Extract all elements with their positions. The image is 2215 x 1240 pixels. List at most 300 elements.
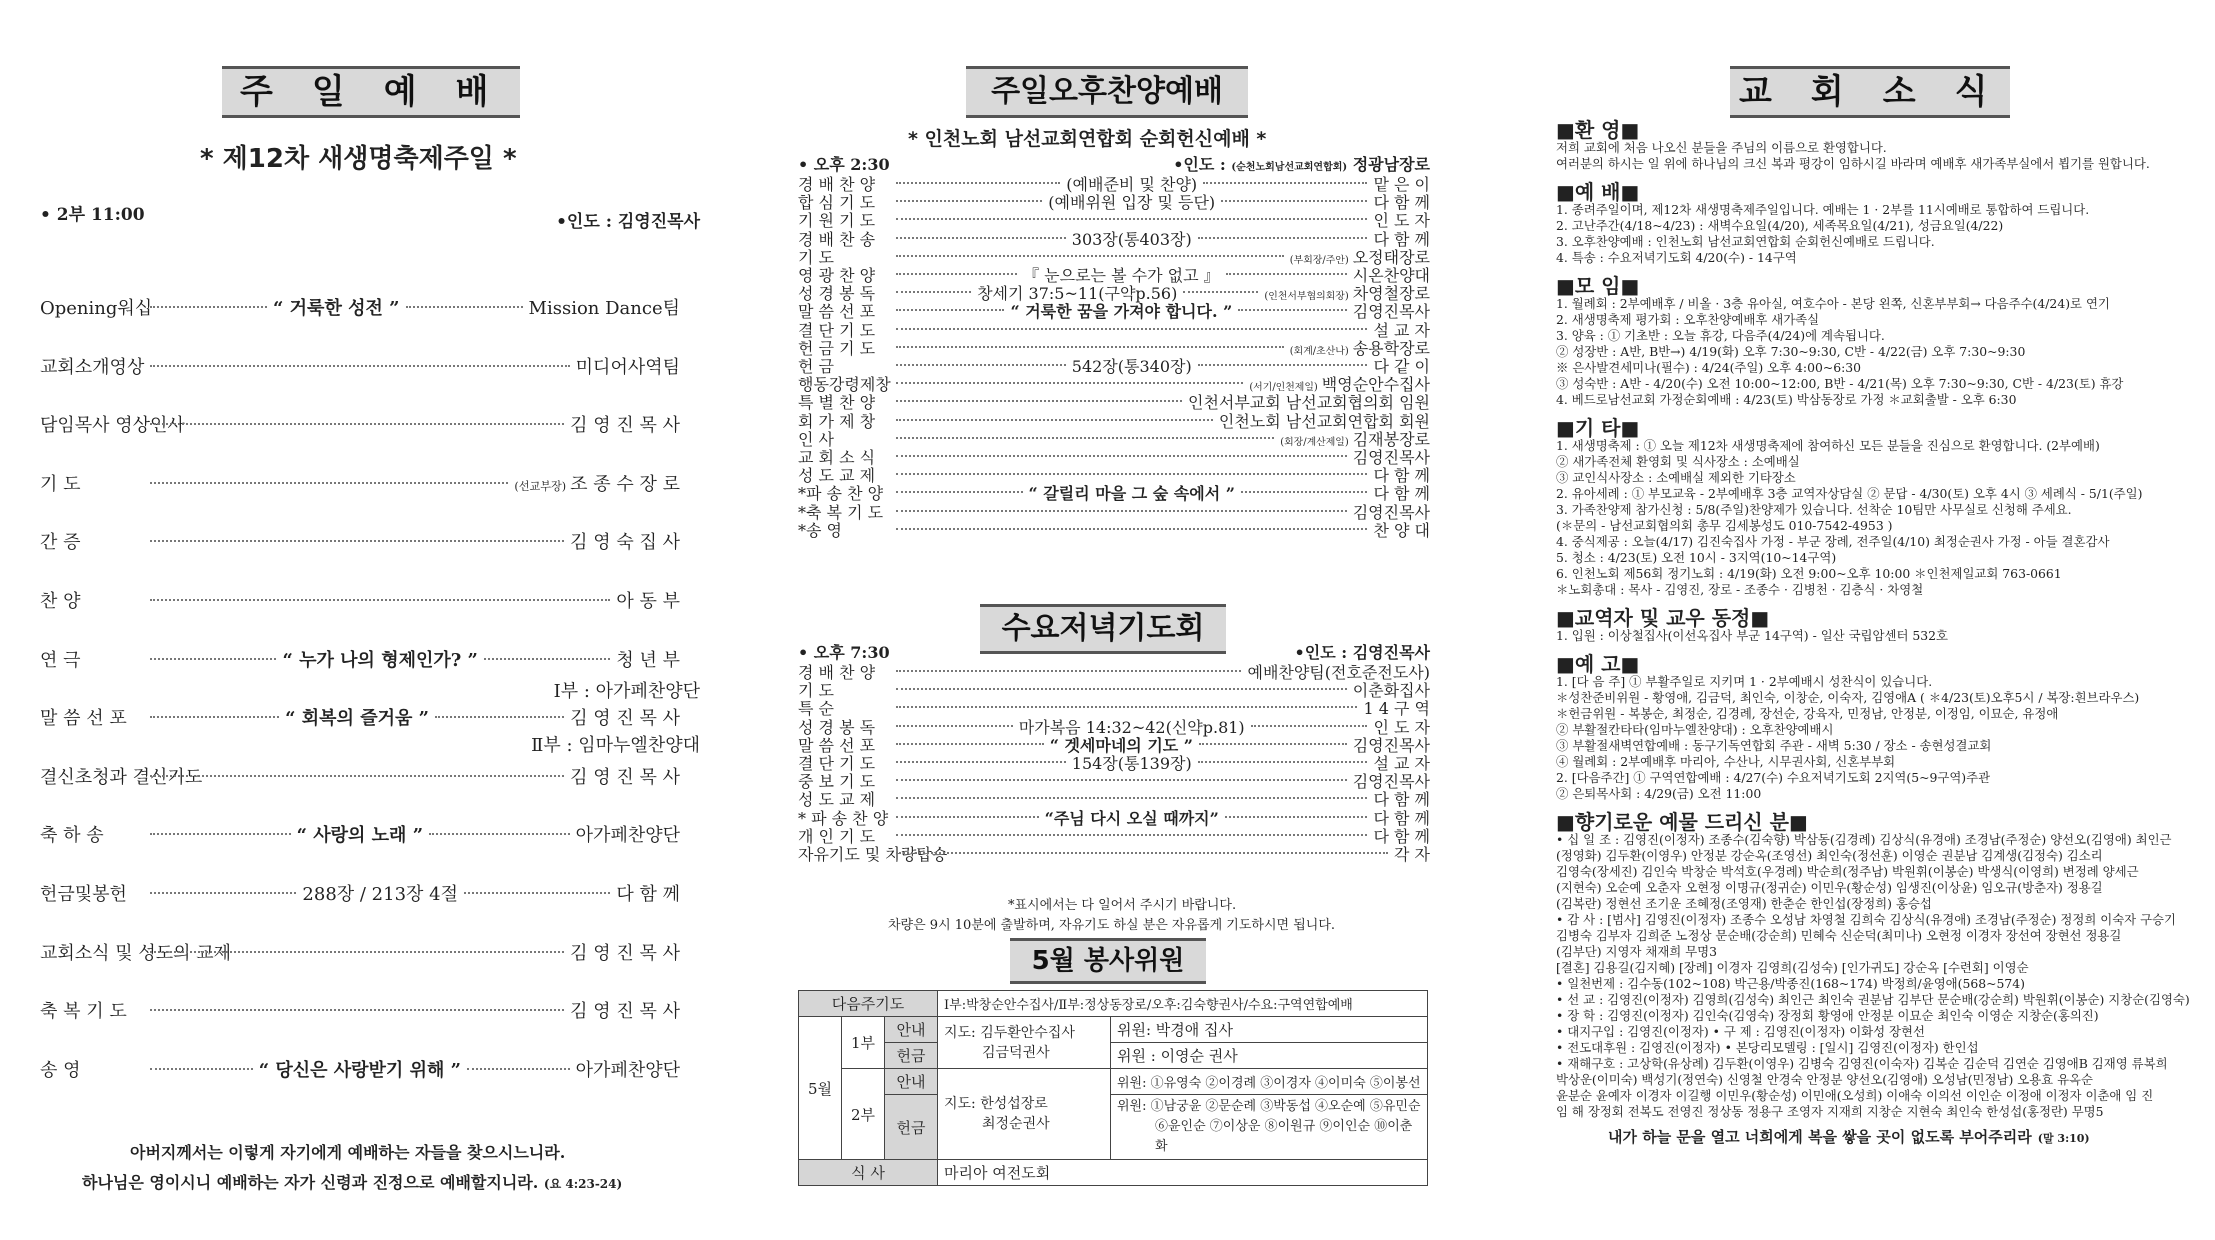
part2-offering-line1: 위원: ①남궁윤 ②문순례 ③박동섭 ④오순예 ⑤유민순 — [1117, 1099, 1421, 1114]
leader-dots — [150, 306, 267, 308]
news-line: (정영화) 김두환(이영우) 안정분 강순옥(조영선) 최인숙(정선훈) 이영순 권분남 김계생(김정숙) 김소리 — [1556, 848, 2103, 863]
program-person: 다 함 께 — [1373, 808, 1430, 828]
bible-verse-line1: 아버지께서는 이렇게 자기에게 예배하는 자들을 찾으시느니라. — [130, 1143, 566, 1162]
leader-dots — [896, 473, 1367, 475]
program-label: 기 원 기 도 — [798, 211, 876, 231]
part2-leader — [938, 1069, 1111, 1160]
month-cell: 5월 — [799, 1017, 842, 1160]
program-detail: 마가복음 14:32~42(신약p.81) — [1018, 717, 1245, 737]
program-person: 송용학장로 — [1352, 338, 1430, 358]
news-line: 2. 새생명축제 평가회 : 오후찬양예배후 새가족실 — [1556, 312, 1820, 327]
program-person: 다 함 께 — [1373, 229, 1431, 249]
news-line: ③ 부활절새벽연합예배 : 동구기독연합회 주관 - 새벽 5:30 / 장소 - 송현성결교회 — [1556, 738, 1992, 753]
news-line: (김부단) 지영자 채재희 무명3 — [1556, 944, 1718, 959]
program-label: 기 도 — [798, 681, 834, 701]
column-sunday-service — [40, 0, 700, 1240]
program-person: 인 도 자 — [1373, 211, 1430, 231]
may-volunteers-title: 5월 봉사위원 — [1010, 938, 1206, 984]
news-line: 3. 오후찬양예배 : 인천노회 남선교회연합회 순회헌신예배로 드립니다. — [1556, 234, 1935, 249]
section-heading: ■교역자 및 교우 동정■ — [1556, 606, 1770, 630]
program-below-note: Ⅱ부 : 임마누엘찬양대 — [531, 735, 700, 757]
leader-dots — [896, 706, 1357, 708]
program-label: * 파 송 찬 양 — [798, 808, 889, 828]
news-line: 임 해 장정회 전복도 전영진 정상동 정용구 조영자 지재희 지창순 지현숙 최인숙 한성섭(홍정란) 무명5 — [1556, 1104, 2104, 1119]
program-person: 미디어사역팀 — [575, 356, 680, 378]
program-label: *파 송 찬 양 — [798, 484, 884, 504]
leader-dots — [896, 779, 1347, 781]
meal-label: 식 사 — [799, 1160, 938, 1186]
news-line: 저희 교회에 처음 나오신 분들을 주님의 이름으로 환영합니다. — [1556, 140, 1887, 155]
leader-dots — [406, 306, 523, 308]
program-label: 말 씀 선 포 — [798, 735, 876, 755]
program-row — [40, 528, 680, 554]
program-label: 영 광 찬 양 — [798, 266, 876, 285]
program-label: 성 도 교 제 — [798, 790, 876, 810]
program-row — [40, 880, 680, 906]
part1-guide-members: 위원: 박경애 집사 — [1111, 1017, 1428, 1043]
leader-dots — [896, 400, 1182, 402]
news-line: • 감 사 : [범사] 김영진(이정자) 조종수 오성남 차영철 김희숙 김상식(유경애) 조경남(주정순) 정정희 이숙자 구승기 — [1556, 912, 2176, 927]
program-person: 시온찬양대 — [1352, 266, 1431, 285]
news-line: • 장 학 : 김영진(이정자) 김인숙(김영숙) 장정회 황영애 안정분 이묘순 최인숙 이영순 지창순(홍의진) — [1556, 1008, 2099, 1023]
program-row — [40, 470, 680, 496]
news-line: [결혼] 김용길(김지혜) [장례] 이경자 김영희(김성숙) [인가귀도] 강순옥 [수련회] 이영순 — [1556, 960, 2029, 975]
program-label: 특 별 찬 양 — [798, 393, 876, 413]
news-line: 윤분순 윤예자 이경자 이길행 이민우(황순성) 이민애(오성희) 이애숙 이의선 이인순 이정애 이정자 이춘애 임 진 — [1556, 1088, 2154, 1103]
news-line: 1. 월례회 : 2부예배후 / 비올 · 3층 유아실, 여호수아 - 본당 왼쪽, 신혼부부회→ 다음주수(4/24)로 연기 — [1556, 296, 2110, 311]
leader-dots — [896, 237, 1066, 239]
leader-dots — [1183, 291, 1258, 293]
program-person: 청 년 부 — [616, 649, 681, 671]
news-line: ② 새가족전체 환영회 및 식사장소 : 소예배실 — [1556, 454, 1800, 469]
program-detail: “ 당신은 사랑받기 위해 ” — [258, 1059, 461, 1081]
news-line: • 전도대후원 : 김영진(이정자) • 본당리모델링 : [일시] 김영진(이정자) 한인섭 — [1556, 1040, 1979, 1055]
program-person: 조 종 수 장 로 — [570, 473, 680, 495]
program-row — [40, 353, 680, 379]
program-row — [40, 587, 680, 613]
section-heading: ■예 배■ — [1556, 180, 1640, 204]
program-label: 특 순 — [798, 699, 834, 719]
program-person: 다 함 께 — [616, 884, 681, 905]
part2-guide-label: 안내 — [885, 1069, 938, 1095]
news-line: (김복란) 정현선 조기운 조혜정(조영재) 한춘순 한인섭(장정희) 홍승섭 — [1556, 896, 1932, 911]
program-detail: “ 겟세마네의 기도 ” — [1049, 735, 1194, 755]
program-label: 합 심 기 도 — [798, 193, 876, 213]
program-label: 경 배 찬 양 — [798, 175, 876, 194]
program-detail: 288장 / 213장 4절 — [302, 884, 458, 905]
program-person: 맡 은 이 — [1373, 175, 1430, 194]
program-detail: “주님 다시 오실 때까지” — [1044, 808, 1219, 828]
meal-value: 마리아 여전도회 — [938, 1160, 1428, 1186]
bottom-verse-reference: (말 3:10) — [2037, 1132, 2090, 1145]
program-row — [40, 294, 680, 320]
leader-dots — [896, 834, 1367, 836]
leader-dots — [150, 365, 570, 367]
leader-dots — [1198, 237, 1368, 239]
leader-dots — [896, 455, 1347, 457]
program-label: 인 사 — [798, 429, 834, 449]
news-line: • 선 교 : 김영진(이정자) 김영희(김성숙) 최인근 최인숙 권분남 김부단 문순배(강순희) 박원휘(이봉순) 지창순(김영숙) — [1556, 992, 2190, 1007]
afternoon-service-subtitle: * 인천노회 남선교회연합회 순회헌신예배 * — [908, 128, 1267, 150]
program-person: 인천노회 남선교회연합회 회원 — [1218, 411, 1430, 431]
leader-dots — [1238, 309, 1346, 311]
leader-dots — [150, 423, 564, 425]
leader-dots — [484, 658, 610, 660]
program-label: 교 회 소 식 — [798, 448, 876, 467]
program-label: 말 씀 선 포 — [40, 708, 127, 730]
program-label: 찬 양 — [40, 591, 81, 612]
wednesday-prayer-title: 수요저녁기도회 — [980, 604, 1226, 654]
service-leader: •인도 : 김영진목사 — [556, 212, 700, 232]
leader-dots — [896, 382, 1243, 384]
column-church-news — [1556, 0, 2196, 1240]
program-label: 결신초청과 결신기도 — [40, 766, 203, 788]
leader-dots — [467, 1068, 570, 1070]
part1-leader-2: 김금덕권사 — [982, 1044, 1050, 1061]
program-label: 경 배 찬 양 — [798, 663, 876, 682]
program-row — [798, 518, 1430, 541]
news-line: 김병숙 김부자 김희준 노정상 문순배(강순희) 민혜숙 신순덕(최미나) 오현정 이경자 장선여 장현선 정용길 — [1556, 928, 2122, 943]
leader-dots — [150, 658, 276, 660]
bottom-verse — [1608, 1126, 2090, 1147]
leader-dots — [1226, 273, 1347, 275]
program-label: 결 단 기 도 — [798, 754, 876, 773]
part1-cell: 1부 — [842, 1017, 885, 1069]
program-label: 담임목사 영상인사 — [40, 415, 185, 437]
section-heading: ■예 고■ — [1556, 652, 1640, 676]
program-person: 다 함 께 — [1373, 790, 1430, 810]
program-person: 이춘화집사 — [1352, 681, 1430, 701]
program-label: 행동강령제창 — [798, 375, 891, 395]
program-person: 김 영 진 목 사 — [570, 942, 680, 964]
program-person: Mission Dance팀 — [528, 298, 680, 319]
leader-dots — [1251, 725, 1368, 727]
program-note: (부회장/주안) — [1289, 254, 1349, 266]
bottom-verse-text: 내가 하늘 문을 열고 너희에게 복을 쌓을 곳이 없도록 부어주리라 — [1608, 1128, 2032, 1146]
program-person: 아가페찬양단 — [575, 825, 680, 847]
leader-dots — [896, 816, 1039, 818]
program-label: 교회소개영상 — [40, 356, 145, 378]
leader-dots — [1221, 200, 1367, 202]
program-detail: “ 누가 나의 형제인가? ” — [282, 649, 478, 671]
afternoon-leader-label: •인도 : — [1173, 155, 1226, 174]
leader-dots — [464, 892, 610, 894]
column-afternoon-service — [798, 0, 1430, 1240]
leader-dots — [1198, 761, 1368, 763]
program-label: 회 가 제 창 — [798, 411, 876, 431]
part2-guide-members: 위원: ①유영숙 ②이경례 ③이경자 ④이미숙 ⑤이봉선 — [1111, 1069, 1428, 1095]
program-note: (서기/인천제일) — [1249, 382, 1318, 394]
news-line: 1. 종려주일이며, 제12차 새생명축제주일입니다. 예배는 1 · 2부를 11시예배로 통합하여 드립니다. — [1556, 202, 2090, 217]
news-line: • 일천번제 : 김수동(102~108) 박근용/박종진(168~174) 박정희/윤영애(568~574) — [1556, 976, 2025, 991]
leader-dots — [896, 797, 1367, 799]
part2-leader-1: 지도: 한성섭장로 — [944, 1096, 1048, 1112]
program-person: 1 4 구 역 — [1363, 699, 1430, 719]
news-line: ＊헌금위원 - 복봉순, 최정순, 김경례, 장선순, 강육자, 민정남, 안정분, 이정임, 이묘순, 유정애 — [1556, 706, 2059, 721]
program-person: 김영진목사 — [1352, 448, 1430, 467]
program-detail: (예배준비 및 찬양) — [1066, 175, 1198, 194]
leader-dots — [429, 833, 570, 835]
section-heading: ■환 영■ — [1556, 118, 1640, 142]
news-line: ＊성찬준비위원 - 황영애, 김금덕, 최인숙, 이창순, 이숙자, 김영애A ( ＊4/23(토)오후5시 / 복장:흰브라우스) — [1556, 690, 2140, 705]
program-label: 결 단 기 도 — [798, 320, 876, 340]
section-heading: ■기 타■ — [1556, 416, 1640, 440]
leader-dots — [150, 599, 610, 601]
section-heading: ■모 임■ — [1556, 274, 1640, 298]
leader-dots — [150, 540, 564, 542]
program-row — [40, 997, 680, 1023]
program-person: 찬 양 대 — [1373, 520, 1430, 540]
news-line: • 재해구호 : 고상학(유상례) 김두환(이영우) 김병숙 김영진(이숙자) 김복순 김순덕 김연순 김영애B 김재영 류복희 — [1556, 1056, 2168, 1071]
program-row — [40, 1056, 680, 1082]
program-row — [40, 646, 680, 672]
program-person: 김영진목사 — [1352, 302, 1431, 322]
next-week-value: Ⅰ부:박창순안수집사/Ⅱ부:정상동장로/오후:김숙향권사/수요:구역연합예배 — [938, 991, 1428, 1017]
program-detail: (예배위원 입장 및 등단) — [1048, 193, 1216, 213]
program-person: 김 영 진 목 사 — [570, 708, 681, 730]
program-row — [40, 763, 680, 789]
program-detail: 『 눈으로는 볼 수가 없고 』 — [1023, 266, 1220, 285]
program-person: 김영진목사 — [1352, 502, 1430, 522]
program-person: 김 영 진 목 사 — [570, 766, 680, 788]
church-news-title: 교 회 소 식 — [1730, 66, 2010, 118]
leader-dots — [1241, 491, 1368, 493]
program-row — [798, 842, 1430, 865]
leader-dots — [896, 364, 1066, 366]
news-line: 3. 가족찬양제 참가신청 : 5/8(주일)찬양제가 있습니다. 선착순 10팀만 사무실로 신청해 주세요. — [1556, 502, 2072, 517]
program-note: (회장/계산제일) — [1280, 436, 1349, 448]
leader-dots — [150, 716, 279, 718]
program-label: 교회소식 및 성도의 교제 — [40, 942, 232, 964]
program-person: 김영진목사 — [1352, 735, 1430, 755]
news-line: 2. 유아세례 : ① 부모교육 - 2부예배후 3층 교역자상담실 ② 문답 - 4/30(토) 오후 4시 ③ 세례식 - 5/1(주일) — [1556, 486, 2143, 501]
news-line: 5. 청소 : 4/23(토) 오전 10시 - 3지역(10~14구역) — [1556, 550, 1837, 565]
leader-dots — [150, 1068, 253, 1070]
leader-dots — [896, 437, 1274, 439]
leader-dots — [150, 775, 564, 777]
leader-dots — [896, 218, 1367, 220]
program-person: 다 함 께 — [1373, 826, 1430, 846]
program-label: 축 복 기 도 — [40, 1001, 127, 1023]
program-label: 개 인 기 도 — [798, 826, 876, 846]
bible-verse-line2: 하나님은 영이시니 예배하는 자가 신령과 진정으로 예배할지니라. — [82, 1173, 539, 1192]
program-label: *송 영 — [798, 520, 842, 540]
news-line: ③ 성숙반 : A반 - 4/20(수) 오전 10:00~12:00, B반 - 4/21(목) 오후 7:30~9:30, C반 - 4/23(토) 휴강 — [1556, 376, 2124, 391]
news-line: ④ 월례회 : 2부예배후 마리아, 수산나, 시무권사회, 신혼부부회 — [1556, 754, 1896, 769]
program-person: 아가페찬양단 — [575, 1059, 680, 1081]
news-line: ② 부활절칸타타(임마누엘찬양대) : 오후찬양예배시 — [1556, 722, 1834, 737]
program-label: 기 도 — [798, 247, 834, 267]
leader-dots — [896, 491, 1023, 493]
next-week-label: 다음주기도 — [799, 991, 938, 1017]
program-person: 다 함 께 — [1373, 466, 1430, 486]
news-line: 4. 베드로남선교회 가정순회예배 : 4/23(토) 박삼동장로 가정 ＊교회출발 - 오후 6:30 — [1556, 392, 2017, 407]
section-heading: ■향기로운 예물 드리신 분■ — [1556, 810, 1808, 834]
program-label: 기 도 — [40, 473, 81, 495]
program-label: 성 경 봉 독 — [798, 717, 876, 737]
program-person: 설 교 자 — [1373, 320, 1430, 340]
program-person: 다 같 이 — [1373, 357, 1431, 376]
part2-leader-2: 최정순권사 — [982, 1116, 1050, 1132]
leader-dots — [896, 761, 1066, 763]
part1-guide-label: 안내 — [885, 1017, 938, 1043]
leader-dots — [896, 725, 1013, 727]
leader-dots — [896, 309, 1004, 311]
program-label: 말 씀 선 포 — [798, 302, 876, 322]
news-line: 2. [다음주간] ① 구역연합예배 : 4/27(수) 수요저녁기도회 2지역(5~9구역)주관 — [1556, 770, 1991, 785]
part1-leader — [938, 1017, 1111, 1069]
program-row — [40, 704, 680, 730]
program-detail: “ 거룩한 꿈을 가져야 합니다. ” — [1010, 302, 1233, 322]
leader-dots — [896, 852, 1388, 854]
leader-dots — [150, 951, 564, 953]
program-person: 김영진목사 — [1352, 772, 1430, 792]
leader-dots — [150, 482, 508, 484]
part1-offering-members: 위원 : 이영순 권사 — [1111, 1043, 1428, 1069]
leader-dots — [435, 716, 564, 718]
program-label: *축 복 기 도 — [798, 502, 884, 522]
news-line: 김영숙(장세진) 김인숙 박창순 박석호(우경례) 박순희(정주남) 박원휘(이봉순) 박생식(이영희) 변정례 양세근 — [1556, 864, 2139, 879]
leader-dots — [896, 328, 1367, 330]
program-person: 설 교 자 — [1373, 754, 1431, 773]
program-label: 경 배 찬 송 — [798, 229, 876, 249]
part1-offering-label: 헌금 — [885, 1043, 938, 1069]
leader-dots — [896, 182, 1060, 184]
bible-verse-line2-wrap — [82, 1170, 622, 1193]
program-person: 김재봉장로 — [1352, 429, 1430, 449]
news-line: 4. 특송 : 수요저녁기도회 4/20(수) - 14구역 — [1556, 250, 1797, 265]
afternoon-service-title: 주일오후찬양예배 — [966, 66, 1248, 118]
leader-dots — [896, 346, 1284, 348]
leader-dots — [1198, 364, 1368, 366]
news-line: • 대지구입 : 김영진(이정자) • 구 제 : 김영진(이정자) 이화성 장현선 — [1556, 1024, 1925, 1039]
leader-dots — [896, 528, 1367, 530]
afternoon-leader-name: 정광남장로 — [1352, 155, 1430, 174]
news-line: 1. [다 음 주] ① 부활주일로 지키며 1 · 2부예배시 성찬식이 있습니다. — [1556, 674, 1933, 689]
program-row — [40, 821, 680, 847]
afternoon-time: • 오후 2:30 — [798, 155, 890, 174]
news-line: ※ 은사발견세미나(필수) : 4/24(주일) 오후 4:00~6:30 — [1556, 360, 1862, 375]
sunday-service-title: 주 일 예 배 — [222, 66, 520, 118]
part1-leader-1: 지도: 김두환안수집사 — [944, 1024, 1075, 1041]
program-person: 백영순안수집사 — [1321, 375, 1430, 395]
program-person: 김 영 숙 집 사 — [570, 532, 680, 554]
program-label: 축 하 송 — [40, 825, 104, 847]
news-line: 2. 고난주간(4/18~4/23) : 새벽수요일(4/20), 세족목요일(4/21), 성금요일(4/22) — [1556, 218, 2004, 233]
program-label: 성 도 교 제 — [798, 466, 876, 486]
leader-dots — [896, 291, 971, 293]
program-person: 오정태장로 — [1352, 247, 1430, 267]
news-line: ＊노회총대 : 목사 - 김영진, 장로 - 조종수 · 김병천 · 김층식 · 차영철 — [1556, 582, 1924, 597]
program-label: 연 극 — [40, 649, 81, 671]
part2-offering-members — [1111, 1095, 1428, 1160]
news-line: 3. 양육 : ① 기초반 : 오늘 휴강, 다음주(4/24)에 계속됩니다. — [1556, 328, 1885, 343]
program-detail: “ 갈릴리 마을 그 숲 속에서 ” — [1028, 484, 1235, 504]
leader-dots — [896, 273, 1017, 275]
news-line: 6. 인천노회 제56회 정기노회 : 4/19(화) 오전 9:00~오후 10:00 ＊인천제일교회 763-0661 — [1556, 566, 2062, 581]
program-note: (인천서부협의회장) — [1264, 291, 1349, 303]
wednesday-leader: •인도 : 김영진목사 — [1294, 643, 1430, 662]
program-note: (회계/초산나) — [1289, 345, 1349, 357]
standing-note: *표시에서는 다 일어서 주시기 바랍니다. — [1008, 898, 1237, 913]
program-person: 예배찬양팀(전호준전도사) — [1247, 663, 1430, 682]
news-line: 박상운(이미숙) 백성기(정연숙) 신영철 안경숙 안정분 양선오(김영애) 오성남(민정남) 오용효 유옥순 — [1556, 1072, 2093, 1087]
afternoon-leader-note: (순천노회남선교회연합회) — [1231, 162, 1348, 173]
leader-dots — [1199, 743, 1347, 745]
news-line: (지현숙) 오순예 오춘자 오현정 이명규(정귀순) 이민우(황순성) 임생진(이상윤) 임오규(방춘자) 정용길 — [1556, 880, 2103, 895]
news-line: 1. 입원 : 이상철집사(이선옥집사 부군 14구역) - 일산 국립암센터 532호 — [1556, 628, 1948, 643]
program-label: 헌 금 기 도 — [798, 338, 876, 358]
program-detail: 303장(통403장) — [1071, 229, 1192, 249]
program-person: 다 함 께 — [1373, 484, 1430, 504]
program-person: 각 자 — [1394, 845, 1430, 864]
leader-dots — [150, 833, 291, 835]
news-line: 여러분의 하시는 일 위에 하나님의 크신 복과 평강이 임하시길 바라며 예배후 새가족부실에서 뵙기를 원합니다. — [1556, 156, 2150, 171]
program-person: 김 영 진 목 사 — [570, 415, 680, 437]
news-line: • 십 일 조 : 김영진(이정자) 조종수(김숙향) 박삼동(김경례) 김상식(유경애) 조경남(주정순) 양선오(김영애) 최인근 — [1556, 832, 2172, 847]
program-detail: “ 회복의 즐거움 ” — [285, 708, 430, 730]
bible-verse-reference: (요 4:23-24) — [543, 1177, 623, 1191]
program-note: (선교부장) — [514, 479, 567, 493]
program-row — [40, 939, 680, 965]
program-detail: 154장(통139장) — [1071, 754, 1192, 773]
news-line: 1. 새생명축제 : ① 오늘 제12차 새생명축제에 참여하신 모든 분들을 진심으로 환영합니다. (2부예배) — [1556, 438, 2100, 453]
service-time: • 2부 11:00 — [40, 205, 145, 225]
part2-offering-line2: ⑥윤인순 ⑦이상운 ⑧이원규 ⑨이인순 ⑩이춘화 — [1155, 1119, 1413, 1154]
sunday-service-subtitle: * 제12차 새생명축제주일 * — [200, 144, 517, 174]
leader-dots — [1203, 182, 1367, 184]
news-line: ② 성장반 : A반, B반→) 4/19(화) 오후 7:30~9:30, C반 - 4/22(금) 오후 7:30~9:30 — [1556, 344, 2026, 359]
leader-dots — [150, 892, 296, 894]
leader-dots — [896, 743, 1044, 745]
leader-dots — [896, 688, 1347, 690]
program-label: 중 보 기 도 — [798, 772, 876, 792]
program-row — [40, 411, 680, 437]
program-label: 헌금및봉헌 — [40, 884, 127, 905]
program-label: 헌 금 — [798, 357, 834, 376]
leader-dots — [896, 670, 1241, 672]
news-line: (＊문의 - 남선교회협의회 총무 김세봉성도 010-7542-4953 ) — [1556, 518, 1893, 533]
program-label: Opening워십 — [40, 298, 153, 319]
program-detail: 542장(통340장) — [1071, 357, 1192, 376]
leader-dots — [896, 419, 1213, 421]
news-line: 4. 중식제공 : 오늘(4/17) 김진숙집사 가정 - 부군 장례, 전주일(4/10) 최정순권사 가정 - 아들 결혼감사 — [1556, 534, 2110, 549]
program-person: 차영철장로 — [1352, 284, 1430, 304]
program-person: 아 동 부 — [616, 591, 680, 612]
program-person: 인천서부교회 남선교회협의회 임원 — [1187, 393, 1430, 413]
program-detail: 창세기 37:5~11(구약p.56) — [977, 284, 1178, 304]
program-label: 자유기도 및 차량탑승 — [798, 845, 948, 864]
leader-dots — [150, 1009, 564, 1011]
program-detail: “ 거룩한 성전 ” — [273, 298, 400, 319]
leader-dots — [896, 510, 1347, 512]
program-above-note: Ⅰ부 : 아가페찬양단 — [553, 681, 700, 703]
leader-dots — [896, 200, 1042, 202]
news-line: ② 은퇴목사회 : 4/29(금) 오전 11:00 — [1556, 786, 1762, 801]
part2-offering-label: 헌금 — [885, 1095, 938, 1160]
program-person: 김 영 진 목 사 — [570, 1001, 680, 1023]
program-detail: “ 사랑의 노래 ” — [296, 825, 424, 847]
program-label: 간 증 — [40, 532, 81, 554]
vehicle-note: 차량은 9시 10분에 출발하며, 자유기도 하실 분은 자유롭게 기도하시면 됩니다. — [888, 918, 1336, 933]
news-line: ③ 교인식사장소 : 소예배실 제외한 기타장소 — [1556, 470, 1796, 485]
program-label: 송 영 — [40, 1059, 81, 1081]
volunteer-table — [798, 990, 1428, 1186]
program-person: 다 함 께 — [1373, 193, 1430, 213]
program-person: 인 도 자 — [1373, 717, 1431, 737]
program-label: 성 경 봉 독 — [798, 284, 876, 304]
wednesday-time: • 오후 7:30 — [798, 643, 890, 662]
